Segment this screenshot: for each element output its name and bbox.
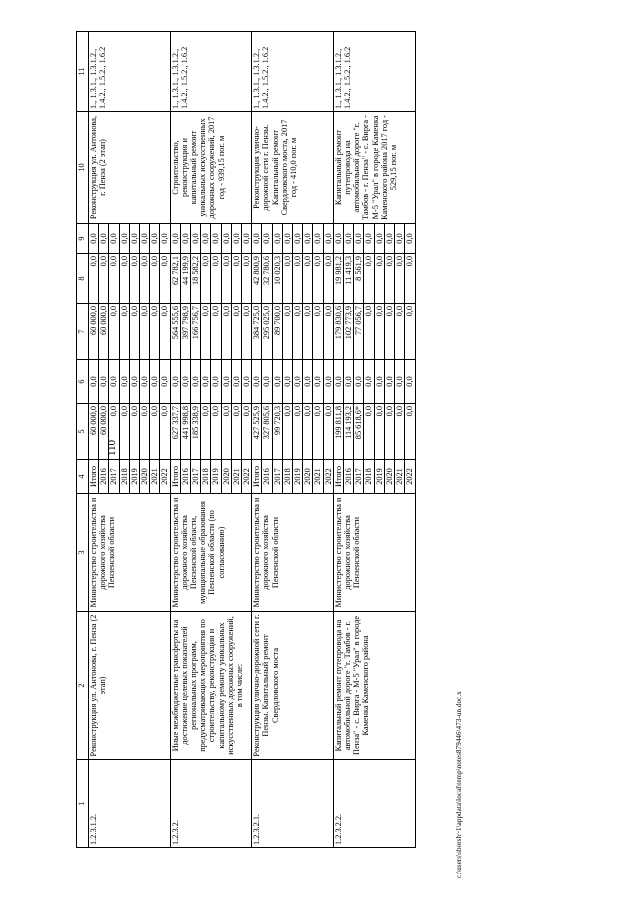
federal-budget-value: 0,0: [323, 376, 333, 387]
total-funding-value: 0,0: [231, 404, 241, 459]
years-value: 2017: [272, 460, 282, 493]
federal-budget-value: 0,0: [354, 360, 364, 403]
years-value: 2019: [293, 460, 303, 493]
regional-budget-value: 60 000,0: [89, 304, 99, 359]
other-sources-value: 0,0: [323, 233, 333, 244]
local-budget-value: 0,0: [395, 254, 405, 303]
federal-budget-value: 0,0: [374, 360, 384, 403]
regional-budget: [170, 304, 252, 360]
regional-budget-value: 0,0: [242, 306, 252, 317]
total-funding-value: 0,0: [160, 406, 170, 417]
years-value: 2020: [140, 460, 150, 493]
total-funding: [252, 404, 334, 460]
column-number-4: 4: [77, 460, 89, 494]
local-budget-value: 10 020,3: [272, 254, 282, 303]
federal-budget-value: 0,0: [395, 360, 405, 403]
other-sources-value: 0,0: [282, 224, 292, 253]
total-funding-value: 0,0: [129, 404, 139, 459]
other-sources-value: 0,0: [262, 224, 272, 253]
measure-name: Реконструкция улично-дорожной сети г. Пензы. Капитальный ремонт Свердловского моста: [252, 612, 334, 760]
years-value: 2021: [231, 460, 241, 493]
other-sources-value: 0,0: [221, 224, 231, 253]
column-number-5: 5: [77, 404, 89, 460]
other-sources-value: 0,0: [395, 224, 405, 253]
total-funding: [170, 404, 252, 460]
other-sources-value: 0,0: [140, 224, 150, 253]
other-sources-value: 0,0: [119, 224, 129, 253]
total-funding-value: 0,0: [303, 404, 313, 459]
regional-budget-value: 0,0: [374, 304, 384, 359]
years-value: 2019: [374, 460, 384, 493]
local-budget-value: 44 199,9: [180, 254, 190, 303]
federal-budget-value: 0,0: [171, 360, 181, 403]
years-value: Итого: [89, 460, 99, 493]
local-budget: [170, 254, 252, 304]
federal-budget-value: 0,0: [150, 360, 160, 403]
regional-budget-value: 0,0: [201, 304, 211, 359]
expected-result: Капитальный ремонт путепровода на автомобильной дороге "г. Тамбов - г. Пенза" - с. Вирга - М-5 "Урал" в городе Каменка Каменского района 2017 год - 529,15 пог. м: [333, 112, 415, 224]
total-funding-value: 60 000,0: [99, 404, 109, 459]
total-funding-value: 0,0: [374, 404, 384, 459]
local-budget-value: 32 780,6: [262, 254, 272, 303]
regional-budget-value: 0,0: [323, 306, 333, 317]
other-sources-value: 0,0: [109, 224, 119, 253]
regional-budget-value: 0,0: [211, 304, 221, 359]
local-budget-value: 0,0: [293, 254, 303, 303]
other-sources-value: 0,0: [272, 224, 282, 253]
federal-budget-value: 0,0: [89, 360, 99, 403]
regional-budget-value: 0,0: [364, 304, 374, 359]
years-value: 2016: [344, 460, 354, 493]
local-budget: [252, 254, 334, 304]
federal-budget-value: 0,0: [262, 360, 272, 403]
other-sources-value: 0,0: [89, 224, 99, 253]
regional-budget: [89, 304, 171, 360]
expected-result: Реконструкция ул. Антонова, г. Пенза (2 этап): [89, 112, 171, 224]
column-number-6: 6: [77, 360, 89, 404]
federal-budget-value: 0,0: [99, 360, 109, 403]
column-number-1: 1: [77, 760, 89, 848]
indicators: 1., 1.3.1., 1.3.1.2., 1.4.2., 1.5.2., 1.6.2: [89, 32, 171, 112]
years-value: 2019: [211, 460, 221, 493]
local-budget-value: 0,0: [221, 254, 231, 303]
other-sources-value: 0,0: [171, 224, 181, 253]
other-sources-value: 0,0: [354, 224, 364, 253]
other-sources-value: 0,0: [211, 224, 221, 253]
federal-budget: [333, 360, 415, 404]
other-sources-value: 0,0: [252, 224, 262, 253]
regional-budget-value: 166 756,7: [191, 304, 201, 359]
regional-budget-value: 0,0: [231, 304, 241, 359]
indicators: 1., 1.3.1., 1.3.1.2., 1.4.2., 1.5.2., 1.6.2: [333, 32, 415, 112]
row-code: 1.2.3.2.: [170, 760, 252, 848]
local-budget-value: 0,0: [150, 254, 160, 303]
other-sources-value: 0,0: [150, 224, 160, 253]
local-budget-value: 0,0: [231, 254, 241, 303]
local-budget-value: 0,0: [140, 254, 150, 303]
total-funding-value: 85 618,6*: [354, 404, 364, 459]
other-sources-value: 0,0: [160, 233, 170, 244]
years-value: 2021: [395, 460, 405, 493]
row-code: 1.2.3.1.2.: [89, 760, 171, 848]
other-sources-value: 0,0: [180, 224, 190, 253]
federal-budget-value: 0,0: [201, 360, 211, 403]
federal-budget-value: 0,0: [293, 360, 303, 403]
column-number-8: 8: [77, 254, 89, 304]
executor: Министерство строительства и дорожного хозяйства Пензенской области, муниципальные образования Пензенской области (по согласованию): [170, 494, 252, 612]
federal-budget-value: 0,0: [282, 360, 292, 403]
years: [170, 460, 252, 494]
years-value: 2017: [109, 460, 119, 493]
years-value: 2020: [221, 460, 231, 493]
regional-budget-value: 384 725,0: [252, 304, 262, 359]
regional-budget-value: 0,0: [129, 304, 139, 359]
executor: Министерство строительства и дорожного хозяйства Пензенской области: [252, 494, 334, 612]
federal-budget-value: 0,0: [384, 360, 394, 403]
local-budget-value: 0,0: [303, 254, 313, 303]
other-sources-value: 0,0: [303, 224, 313, 253]
local-budget-value: 0,0: [282, 254, 292, 303]
column-number-row: [77, 32, 89, 848]
other-sources: [252, 224, 334, 254]
other-sources-value: 0,0: [313, 224, 323, 253]
federal-budget-value: 0,0: [109, 360, 119, 403]
local-budget-value: 0,0: [160, 256, 170, 267]
measure-name: Капитальный ремонт путепровода на автомобильной дороге "г. Тамбов - г. Пенза" - с. Вирга - М-5 "Урал" в городе Каменка Каменского района: [333, 612, 415, 760]
federal-budget-value: 0,0: [211, 360, 221, 403]
total-funding-value: 0,0: [395, 404, 405, 459]
federal-budget-value: 0,0: [344, 360, 354, 403]
page-number: 110: [106, 439, 118, 457]
regional-budget-value: 0,0: [405, 306, 415, 317]
local-budget-value: 42 800,9: [252, 254, 262, 303]
federal-budget-value: 0,0: [334, 360, 344, 403]
local-budget-value: 19 981,2: [334, 254, 344, 303]
federal-budget-value: 0,0: [313, 360, 323, 403]
years-value: 2022: [242, 468, 252, 485]
regional-budget-value: 77 056,7: [354, 304, 364, 359]
executor: Министерство строительства и дорожного хозяйства Пензенской области: [89, 494, 171, 612]
regional-budget-value: 564 555,6: [171, 304, 181, 359]
total-funding-value: 0,0: [293, 404, 303, 459]
column-number-9: 9: [77, 224, 89, 254]
other-sources-value: 0,0: [191, 224, 201, 253]
federal-budget-value: 0,0: [252, 360, 262, 403]
executor: Министерство строительства и дорожного хозяйства Пензенской области: [333, 494, 415, 612]
total-funding-value: 60 000,0: [89, 404, 99, 459]
regional-budget-value: 0,0: [395, 304, 405, 359]
years-value: 2020: [303, 460, 313, 493]
other-sources-value: 0,0: [374, 224, 384, 253]
local-budget-value: 0,0: [119, 254, 129, 303]
total-funding-value: 0,0: [242, 406, 252, 417]
program-table: [76, 31, 416, 848]
local-budget-value: 0,0: [364, 254, 374, 303]
local-budget-value: 0,0: [323, 256, 333, 267]
federal-budget-value: 0,0: [160, 376, 170, 387]
total-funding-value: 0,0: [405, 406, 415, 417]
other-sources-value: 0,0: [129, 224, 139, 253]
federal-budget-value: 0,0: [140, 360, 150, 403]
regional-budget-value: 0,0: [293, 304, 303, 359]
column-number-11: 11: [77, 32, 89, 112]
total-funding-value: 199 811,8: [334, 404, 344, 459]
total-funding-value: 0,0: [109, 404, 119, 459]
file-path: c:\users\sborsh~1\appdata\local\temp\notes879446\473-un.doc.x: [455, 691, 463, 878]
regional-budget-value: 0,0: [221, 304, 231, 359]
years-value: 2019: [129, 460, 139, 493]
regional-budget-value: 0,0: [384, 304, 394, 359]
total-funding: [333, 404, 415, 460]
table-row: [252, 32, 334, 848]
total-funding-value: 0,0: [323, 406, 333, 417]
regional-budget-value: 0,0: [140, 304, 150, 359]
total-funding-value: 441 998,8: [180, 404, 190, 459]
federal-budget: [89, 360, 171, 404]
years-value: 2016: [262, 460, 272, 493]
column-number-7: 7: [77, 304, 89, 360]
column-number-3: 3: [77, 494, 89, 612]
regional-budget-value: 295 025,0: [262, 304, 272, 359]
federal-budget-value: 0,0: [242, 376, 252, 387]
years-value: Итого: [334, 460, 344, 493]
federal-budget-value: 0,0: [364, 360, 374, 403]
years-value: 2016: [99, 460, 109, 493]
years: [333, 460, 415, 494]
other-sources-value: 0,0: [334, 224, 344, 253]
federal-budget-value: 0,0: [231, 360, 241, 403]
local-budget-value: 8 561,9: [354, 254, 364, 303]
regional-budget-value: 102 773,9: [344, 304, 354, 359]
regional-budget-value: 60 000,0: [99, 304, 109, 359]
years: [89, 460, 171, 494]
local-budget-value: 0,0: [313, 254, 323, 303]
total-funding-value: 327 805,6: [262, 404, 272, 459]
total-funding-value: 99 720,3: [272, 404, 282, 459]
years-value: 2018: [364, 460, 374, 493]
row-code: 1.2.3.2.1.: [252, 760, 334, 848]
federal-budget-value: 0,0: [221, 360, 231, 403]
regional-budget: [252, 304, 334, 360]
federal-budget: [252, 360, 334, 404]
years-value: 2018: [119, 460, 129, 493]
total-funding-value: 0,0: [211, 404, 221, 459]
other-sources-value: 0,0: [405, 233, 415, 244]
local-budget-value: 62 782,1: [171, 254, 181, 303]
years: [252, 460, 334, 494]
total-funding: [89, 404, 171, 460]
local-budget-value: 0,0: [201, 254, 211, 303]
measure-name: Реконструкция ул. Антонова, г. Пенза (2 этап): [89, 612, 171, 760]
total-funding-value: 0,0: [282, 404, 292, 459]
federal-budget-value: 0,0: [129, 360, 139, 403]
total-funding-value: 0,0: [201, 404, 211, 459]
years-value: 2020: [384, 460, 394, 493]
other-sources-value: 0,0: [242, 233, 252, 244]
local-budget-value: 0,0: [374, 254, 384, 303]
other-sources-value: 0,0: [384, 224, 394, 253]
federal-budget-value: 0,0: [119, 360, 129, 403]
years-value: 2016: [180, 460, 190, 493]
total-funding-value: 0,0: [364, 404, 374, 459]
federal-budget-value: 0,0: [272, 360, 282, 403]
total-funding-value: 0,0: [119, 404, 129, 459]
measure-name: Иные межбюджетные трансферты на достижение целевых показателей региональных программ, предусматривающих мероприятия по строительству, реконструкции и капитальному ремонту уникальных искусственных дорожных сооружений, в том числе:: [170, 612, 252, 760]
regional-budget: [333, 304, 415, 360]
table-row: [333, 32, 415, 848]
years-value: 2018: [282, 460, 292, 493]
years-value: Итого: [252, 460, 262, 493]
other-sources-value: 0,0: [201, 224, 211, 253]
local-budget-value: 0,0: [89, 254, 99, 303]
years-value: 2018: [201, 460, 211, 493]
total-funding-value: 0,0: [313, 404, 323, 459]
years-value: 2022: [323, 468, 333, 485]
federal-budget-value: 0,0: [180, 360, 190, 403]
local-budget: [333, 254, 415, 304]
regional-budget-value: 0,0: [160, 306, 170, 317]
years-value: 2017: [191, 460, 201, 493]
other-sources-value: 0,0: [231, 224, 241, 253]
column-number-2: 2: [77, 612, 89, 760]
years-value: 2021: [313, 460, 323, 493]
regional-budget-value: 89 700,0: [272, 304, 282, 359]
column-number-10: 10: [77, 112, 89, 224]
local-budget-value: 0,0: [99, 254, 109, 303]
total-funding-value: 114 193,2: [344, 404, 354, 459]
indicators: 1., 1.3.1., 1.3.1.2., 1.4.2., 1.5.2., 1.6.2: [170, 32, 252, 112]
federal-budget-value: 0,0: [191, 360, 201, 403]
federal-budget-value: 0,0: [303, 360, 313, 403]
federal-budget-value: 0,0: [405, 376, 415, 387]
years-value: Итого: [171, 460, 181, 493]
local-budget-value: 0,0: [109, 254, 119, 303]
local-budget: [89, 254, 171, 304]
program-table-sheet: [76, 32, 604, 848]
table-row: [170, 32, 252, 848]
total-funding-value: 0,0: [221, 404, 231, 459]
regional-budget-value: 0,0: [119, 304, 129, 359]
local-budget-value: 0,0: [129, 254, 139, 303]
total-funding-value: 185 338,9: [191, 404, 201, 459]
federal-budget: [170, 360, 252, 404]
other-sources: [89, 224, 171, 254]
other-sources-value: 0,0: [293, 224, 303, 253]
regional-budget-value: 0,0: [109, 304, 119, 359]
other-sources-value: 0,0: [344, 224, 354, 253]
regional-budget-value: 0,0: [313, 304, 323, 359]
local-budget-value: 11 419,3: [344, 254, 354, 303]
table-row: [89, 32, 171, 848]
other-sources: [333, 224, 415, 254]
total-funding-value: 627 337,7: [171, 404, 181, 459]
local-budget-value: 0,0: [242, 256, 252, 267]
other-sources-value: 0,0: [364, 224, 374, 253]
row-code: 1.2.3.2.2.: [333, 760, 415, 848]
regional-budget-value: 179 830,6: [334, 304, 344, 359]
regional-budget-value: 397 798,9: [180, 304, 190, 359]
regional-budget-value: 0,0: [303, 304, 313, 359]
years-value: 2021: [150, 460, 160, 493]
local-budget-value: 0,0: [211, 254, 221, 303]
regional-budget-value: 0,0: [150, 304, 160, 359]
local-budget-value: 0,0: [405, 256, 415, 267]
total-funding-value: 0,0: [150, 404, 160, 459]
other-sources: [170, 224, 252, 254]
other-sources-value: 0,0: [99, 224, 109, 253]
total-funding-value: 0,0: [140, 404, 150, 459]
local-budget-value: 18 582,2: [191, 254, 201, 303]
years-value: 2017: [354, 460, 364, 493]
expected-result: Реконструкция улично-дорожной сети г. Пензы. Капитальный ремонт Свердловского моста, 2017 год - 410,0 пог. м: [252, 112, 334, 224]
local-budget-value: 0,0: [384, 254, 394, 303]
years-value: 2022: [160, 468, 170, 485]
total-funding-value: 0,0: [384, 404, 394, 459]
indicators: 1., 1.3.1., 1.3.1.2., 1.4.2., 1.5.2., 1.6.2: [252, 32, 334, 112]
regional-budget-value: 0,0: [282, 304, 292, 359]
years-value: 2022: [405, 468, 415, 485]
expected-result: Строительство, реконструкция и капитальный ремонт уникальных искусственных дорожных сооружений, 2017 год - 939,15 пог. м: [170, 112, 252, 224]
total-funding-value: 427 525,9: [252, 404, 262, 459]
